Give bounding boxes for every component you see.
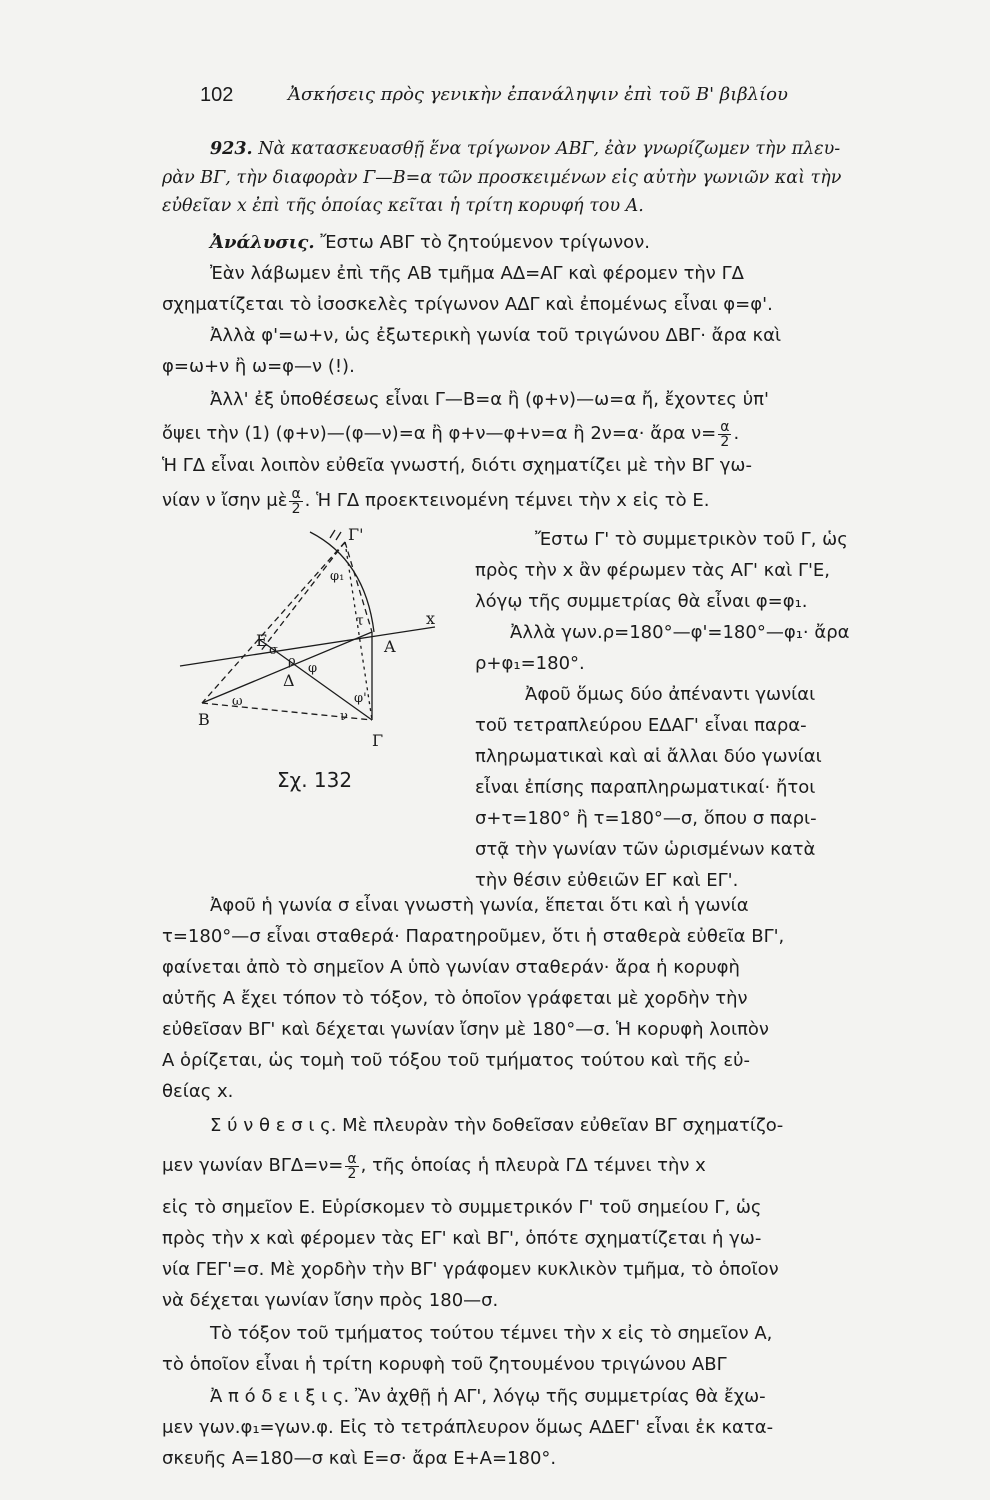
analysis-line-1: Ἀνάλυσις. Ἔστω ΑΒΓ τὸ ζητούμενον τρίγωνον.	[210, 232, 650, 253]
label-nu: ν	[340, 709, 348, 724]
side-line-7: τοῦ τετραπλεύρου ΕΔΑΓ' εἶναι παρα-	[475, 715, 807, 736]
proof-label: Ἀ π ό δ ε ι ξ ι ς.	[210, 1386, 350, 1407]
problem-number: 923.	[210, 139, 253, 159]
synthesis-line-7: Τὸ τόξον τοῦ τμήματος τούτου τέμνει τὴν x εἰς τὸ σημεῖον Α,	[210, 1323, 773, 1344]
label-tau: τ	[356, 613, 364, 629]
after-line-3: φαίνεται ἀπὸ τὸ σημεῖον Α ὑπὸ γωνίαν σταθεράν· ἄρα ἡ κορυφὴ	[162, 957, 740, 978]
analysis-line-8: Ἡ ΓΔ εἶναι λοιπὸν εὐθεῖα γνωστή, διότι σχηματίζει μὲ τὴν ΒΓ γω-	[162, 455, 753, 476]
segment-bc-prime	[202, 542, 345, 703]
analysis-line-9: νίαν ν ἴσην μὲ $\frac{\alpha}{2}$ . Ἡ ΓΔ προεκτεινομένη τέμνει τὴν x εἰς τὸ Ε.	[162, 485, 710, 517]
side-line-5: ρ+φ₁=180°.	[475, 653, 585, 674]
side-line-1: Ἔστω Γ' τὸ συμμετρικὸν τοῦ Γ, ὡς	[535, 529, 848, 550]
side-line-12: τὴν θέσιν εὐθειῶν ΕΓ καὶ ΕΓ'.	[475, 870, 739, 891]
figure-caption: Σχ. 132	[277, 768, 353, 792]
after-line-1: Ἀφοῦ ἡ γωνία σ εἶναι γνωστὴ γωνία, ἕπεται ὅτι καὶ ἡ γωνία	[210, 895, 749, 916]
segment-ba	[202, 632, 372, 703]
side-line-3: λόγῳ τῆς συμμετρίας θὰ εἶναι φ=φ₁.	[475, 591, 808, 612]
analysis-line-7: ὄψει τὴν (1) (φ+ν)—(φ—ν)=α ἢ φ+ν—φ+ν=α ἢ 2ν=α· ἄρα ν= $\frac{\alpha}{2}$ .	[162, 418, 740, 450]
after-line-7: θείας x.	[162, 1081, 234, 1102]
label-a: Α	[384, 637, 396, 656]
proof-line-2: μεν γων.φ₁=γων.φ. Εἰς τὸ τετράπλευρον ὅμως ΑΔΕΓ' εἶναι ἐκ κατα-	[162, 1417, 774, 1438]
page-number: 102	[200, 84, 234, 106]
side-line-2: πρὸς τὴν x ἂν φέρωμεν τὰς ΑΓ' καὶ Γ'Ε,	[475, 560, 831, 581]
side-line-8: πληρωματικαὶ καὶ αἱ ἄλλαι δύο γωνίαι	[475, 746, 822, 767]
synthesis-line-5: νία ΓΕΓ'=σ. Μὲ χορδὴν τὴν ΒΓ' γράφομεν κυκλικὸν τμῆμα, τὸ ὁποῖον	[162, 1259, 779, 1280]
synthesis-line-4: πρὸς τὴν x καὶ φέρομεν τὰς ΕΓ' καὶ ΒΓ', ὁπότε σχηματίζεται ἡ γω-	[162, 1228, 762, 1249]
problem-line-3: εὐθεῖαν x ἐπὶ τῆς ὁποίας κεῖται ἡ τρίτη κορυφή του Α.	[162, 196, 644, 216]
running-title: Ἀσκήσεις πρὸς γενικὴν ἐπανάληψιν ἐπὶ τοῦ Β' βιβλίου	[288, 84, 788, 105]
label-gamma-prime: Γ'	[348, 525, 364, 544]
segment-ec-prime	[260, 542, 345, 652]
problem-line-2: ρὰν ΒΓ, τὴν διαφορὰν Γ—Β=α τῶν προσκειμένων εἰς αὐτὴν γωνιῶν καὶ τὴν	[162, 168, 842, 188]
geometry-figure	[160, 520, 460, 760]
analysis-line-2: Ἐὰν λάβωμεν ἐπὶ τῆς ΑΒ τμῆμα ΑΔ=ΑΓ καὶ φέρομεν τὴν ΓΔ	[210, 263, 744, 284]
synthesis-label: Σ ύ ν θ ε σ ι ς.	[210, 1115, 337, 1136]
synthesis-line-1: Σ ύ ν θ ε σ ι ς. Μὲ πλευρὰν τὴν δοθεῖσαν εὐθεῖαν ΒΓ σχηματίζο-	[210, 1115, 784, 1136]
proof-line-3: σκευῆς Α=180—σ καὶ Ε=σ· ἄρα Ε+Α=180°.	[162, 1448, 557, 1469]
label-gamma: Γ	[372, 731, 384, 750]
after-line-6: Α ὁρίζεται, ὡς τομὴ τοῦ τόξου τοῦ τμήματος τούτου καὶ τῆς εὐ-	[162, 1050, 750, 1071]
fraction-a-over-2: $\frac{\alpha}{2}$	[291, 485, 301, 517]
side-line-10: σ+τ=180° ἢ τ=180°—σ, ὅπου σ παρι-	[475, 808, 817, 829]
synthesis-line-3: εἰς τὸ σημεῖον Ε. Εὑρίσκομεν τὸ συμμετρικόν Γ' τοῦ σημείου Γ, ὡς	[162, 1197, 762, 1218]
analysis-line-3: σχηματίζεται τὸ ἰσοσκελὲς τρίγωνον ΑΔΓ καὶ ἐπομένως εἶναι φ=φ'.	[162, 294, 773, 315]
after-line-2: τ=180°—σ εἶναι σταθερά· Παρατηροῦμεν, ὅτι ἡ σταθερὰ εὐθεῖα ΒΓ',	[162, 926, 785, 947]
label-omega: ω	[232, 694, 243, 709]
label-b: Β	[198, 710, 210, 729]
synthesis-line-2: μεν γωνίαν ΒΓΔ=ν= $\frac{\alpha}{2}$ , τῆς ὁποίας ἡ πλευρὰ ΓΔ τέμνει τὴν x	[162, 1150, 706, 1182]
side-line-6: Ἀφοῦ ὅμως δύο ἀπέναντι γωνίαι	[525, 684, 816, 705]
label-sigma: σ	[269, 643, 278, 658]
fraction-a-over-2: $\frac{\alpha}{2}$	[347, 1150, 357, 1182]
label-rho: ρ	[288, 654, 296, 669]
analysis-line-4: Ἀλλὰ φ'=ω+ν, ὡς ἐξωτερικὴ γωνία τοῦ τριγώνου ΔΒΓ· ἄρα καὶ	[210, 325, 782, 346]
fraction-a-over-2: $\frac{\alpha}{2}$	[720, 418, 730, 450]
label-phi: φ	[308, 661, 318, 676]
synthesis-line-6: νὰ δέχεται γωνίαν ἴσην πρὸς 180—σ.	[162, 1290, 499, 1311]
label-delta: Δ	[283, 671, 295, 690]
label-e: Ε	[256, 631, 268, 650]
label-phi1: φ₁	[330, 569, 345, 584]
page-header	[200, 80, 860, 120]
side-line-4: Ἀλλὰ γων.ρ=180°—φ'=180°—φ₁· ἄρα	[510, 622, 850, 643]
analysis-label: Ἀνάλυσις.	[210, 232, 315, 253]
proof-line-1: Ἀ π ό δ ε ι ξ ι ς. Ἂν ἀχθῇ ἡ ΑΓ', λόγῳ τῆς συμμετρίας θὰ ἔχω-	[210, 1386, 766, 1407]
label-x: x	[426, 609, 436, 628]
analysis-line-5: φ=ω+ν ἢ ω=φ—ν (!).	[162, 356, 355, 377]
after-line-4: αὐτῆς Α ἔχει τόπον τὸ τόξον, τὸ ὁποῖον γράφεται μὲ χορδὴν τὴν	[162, 988, 748, 1009]
side-line-11: στᾷ τὴν γωνίαν τῶν ὡρισμένων κατὰ	[475, 839, 816, 860]
synthesis-line-8: τὸ ὁποῖον εἶναι ἡ τρίτη κορυφὴ τοῦ ζητουμένου τριγώνου ΑΒΓ	[162, 1354, 727, 1375]
label-phi-prime: φ'	[354, 691, 367, 706]
after-line-5: εὐθεῖσαν ΒΓ' καὶ δέχεται γωνίαν ἴσην μὲ 180°—σ. Ἡ κορυφὴ λοιπὸν	[162, 1019, 769, 1040]
analysis-line-6: Ἀλλ' ἐξ ὑποθέσεως εἶναι Γ—Β=α ἢ (φ+ν)—ω=α ἤ, ἔχοντες ὑπ'	[210, 389, 769, 410]
side-line-9: εἶναι ἐπίσης παραπληρωματικαί· ἤτοι	[475, 777, 816, 798]
problem-line-1: 923. Νὰ κατασκευασθῇ ἕνα τρίγωνον ΑΒΓ, ἐὰν γνωρίζωμεν τὴν πλευ-	[210, 139, 841, 159]
